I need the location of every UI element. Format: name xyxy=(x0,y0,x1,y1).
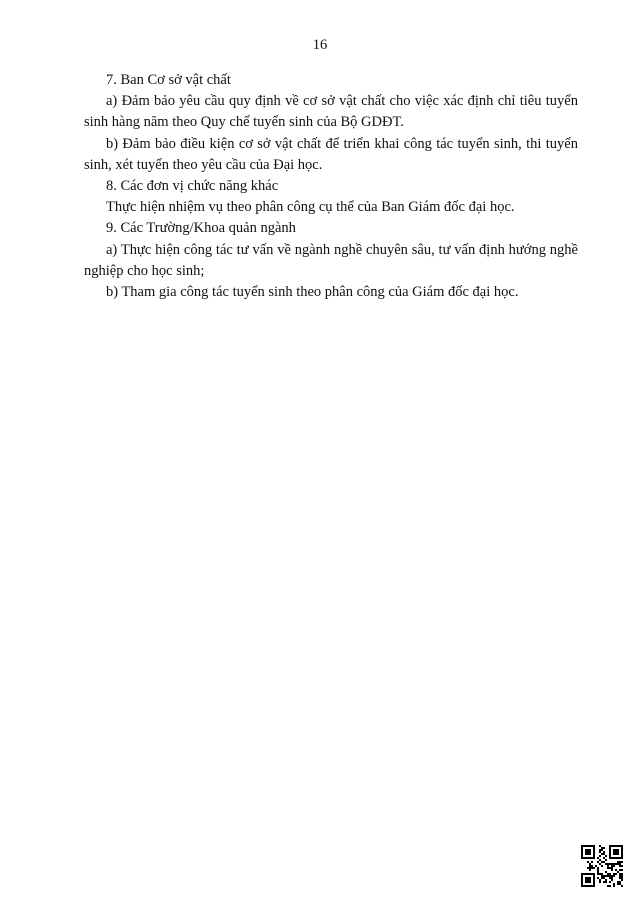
paragraph-9b: b) Tham gia công tác tuyển sinh theo phân công của Giám đốc đại học. xyxy=(106,284,519,301)
section-heading-9: 9. Các Trường/Khoa quản ngành xyxy=(106,220,296,237)
paragraph-7a: a) Đảm bảo yêu cầu quy định về cơ sở vật chất cho việc xác định chỉ tiêu tuyển sinh hàng năm theo Quy chế tuyển sinh của Bộ GDĐT. xyxy=(84,93,578,131)
section-heading-7: 7. Ban Cơ sở vật chất xyxy=(106,72,231,88)
paragraph-9a: a) Thực hiện công tác tư vấn về ngành nghề chuyên sâu, tư vấn định hướng nghề nghiệp cho học sinh; xyxy=(84,241,578,279)
paragraph-8: Thực hiện nhiệm vụ theo phân công cụ thể của Ban Giám đốc đại học. xyxy=(106,199,515,216)
page-number: 16 xyxy=(312,37,328,53)
qr-code-icon xyxy=(581,845,623,887)
paragraph-7b: b) Đảm bảo điều kiện cơ sở vật chất để triển khai công tác tuyển sinh, thi tuyển sinh, xét tuyển theo yêu cầu của Đại học. xyxy=(84,135,578,173)
section-heading-8: 8. Các đơn vị chức năng khác xyxy=(106,178,279,195)
document-body xyxy=(84,70,578,303)
